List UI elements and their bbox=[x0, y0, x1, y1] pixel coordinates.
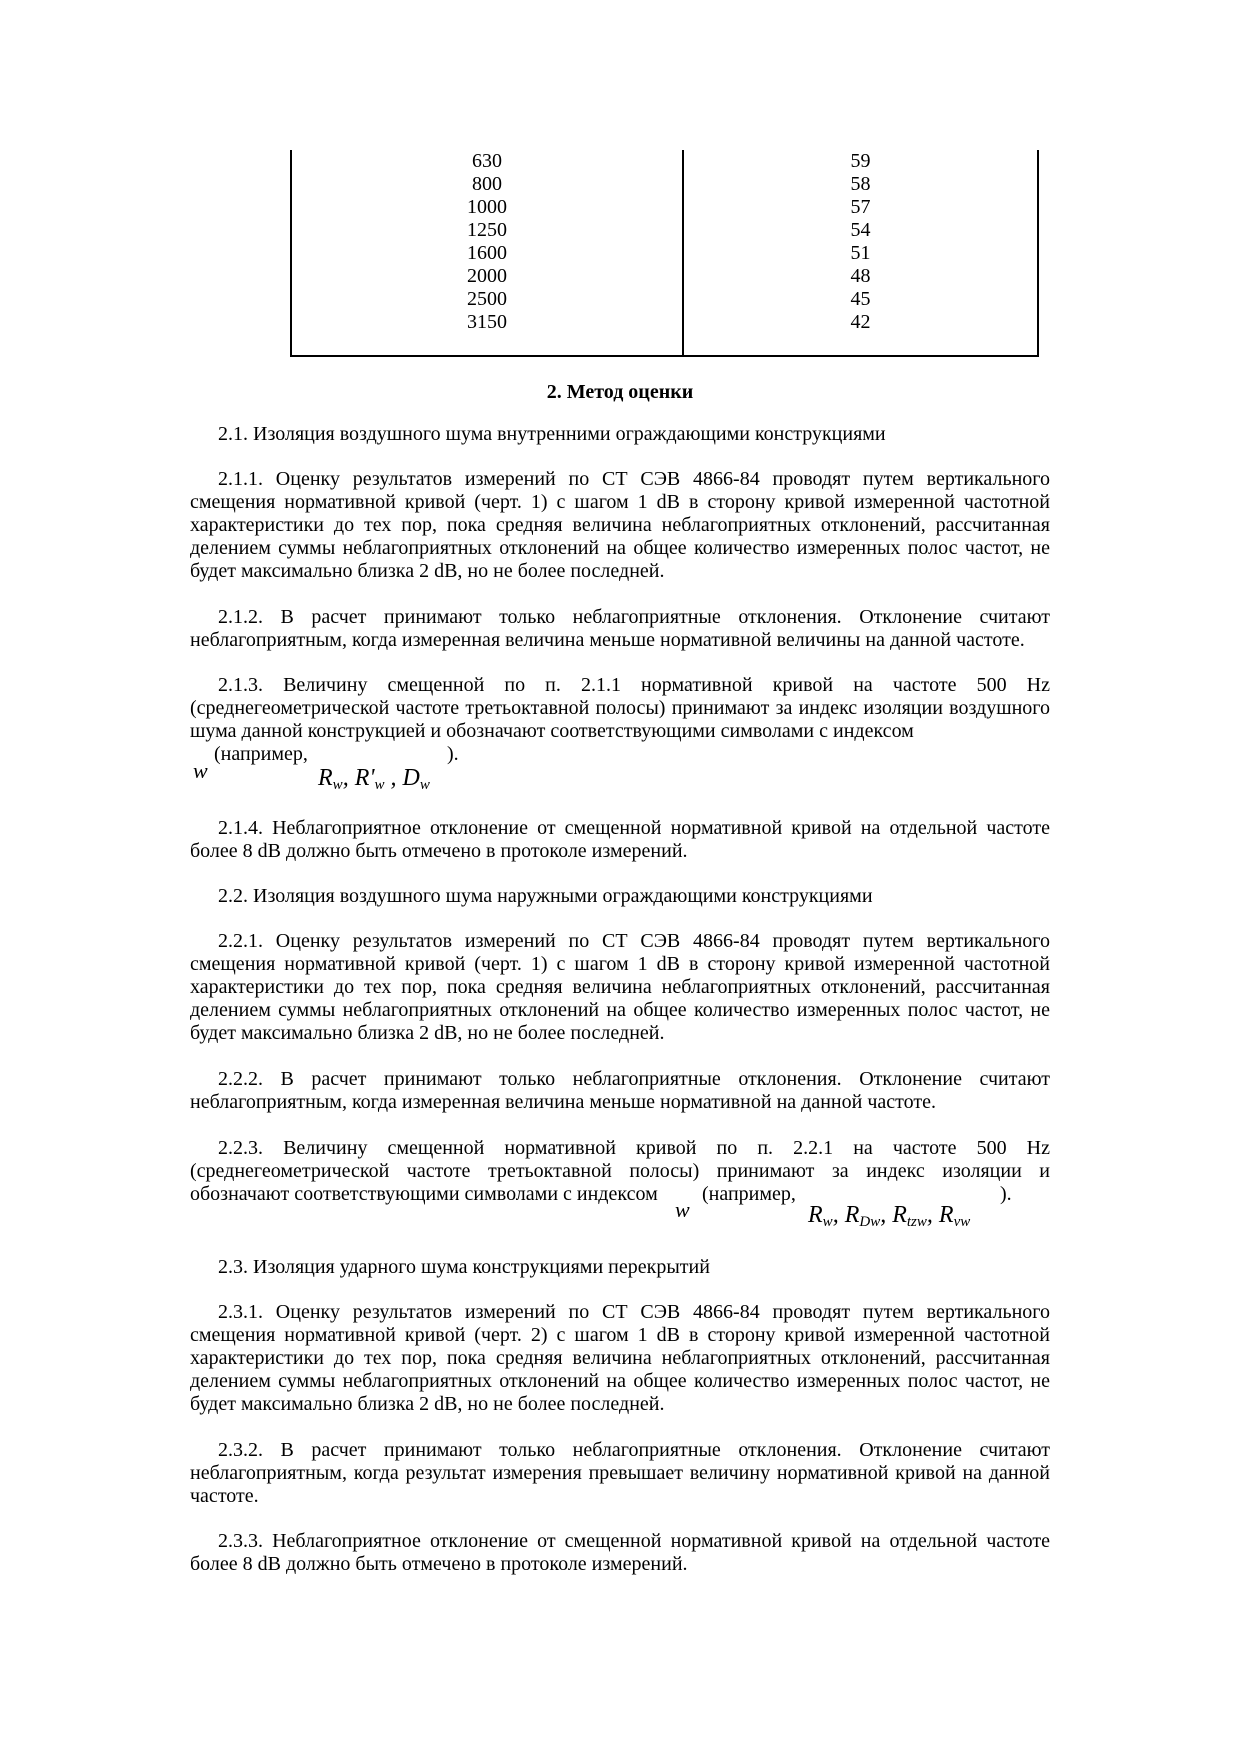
index-symbol-w: w bbox=[675, 1197, 690, 1222]
paragraph-2-2-3: 2.2.3. Величину смещенной нормативной кривой по п. 2.2.1 на частоте 500 Hz (среднегеометрической частоте третьоктавной полосы) принимают за индекс изоляции и обозначают соответствующими символами с индексом bbox=[190, 1137, 1050, 1205]
paragraph-2-2-2: 2.2.2. В расчет принимают только неблагоприятные отклонения. Отклонение считают неблагоприятным, когда измеренная величина меньше нормативной на данной частоте. bbox=[190, 1068, 1050, 1113]
table-cell: 51 bbox=[850, 242, 871, 264]
paragraph-2-1-1: 2.1.1. Оценку результатов измерений по СТ СЭВ 4866-84 проводят путем вертикального смещения нормативной кривой (черт. 1) с шагом 1 dB в сторону кривой измеренной частотной характеристики до тех пор, пока средняя величина неблагоприятных отклонений, рассчитанная делением суммы неблагоприятных отклонений на общее количество измеренных полос частот, не будет максимально близка 2 dB, но не более последней. bbox=[190, 468, 1050, 582]
table-cell: 42 bbox=[850, 311, 871, 333]
formula-symbol: R' bbox=[354, 765, 375, 791]
table-cell: 1600 bbox=[467, 242, 507, 264]
paragraph-2-1-4: 2.1.4. Неблагоприятное отклонение от смещенной нормативной кривой на отдельной частоте более 8 dB должно быть отмечено в протоколе измерений. bbox=[190, 817, 1050, 862]
frequency-column bbox=[292, 150, 684, 355]
formula-subscript: w bbox=[419, 777, 430, 793]
table-cell: 1250 bbox=[467, 219, 507, 241]
index-symbol-w: w bbox=[193, 758, 208, 783]
table-cell: 54 bbox=[850, 219, 871, 241]
example-close: ). bbox=[447, 743, 459, 765]
paragraph-2-1-3: 2.1.3. Величину смещенной по п. 2.1.1 нормативной кривой на частоте 500 Hz (среднегеометрической частоте третьоктавной полосы) принимают за индекс изоляции воздушного шума данной конструкцией и обозначают соответствующими символами с индексом bbox=[190, 674, 1050, 742]
example-close: ). bbox=[1000, 1183, 1012, 1205]
formula-subscript: vw bbox=[953, 1214, 971, 1230]
paragraph-2-1: 2.1. Изоляция воздушного шума внутренними ограждающими конструкциями bbox=[218, 423, 886, 445]
example-open: (например, bbox=[702, 1183, 796, 1205]
paragraph-2-2: 2.2. Изоляция воздушного шума наружными ограждающими конструкциями bbox=[218, 885, 873, 907]
paragraph-2-3-2: 2.3.2. В расчет принимают только неблагоприятные отклонения. Отклонение считают неблагоприятным, когда результат измерения превышает величину нормативной кривой на данной частоте. bbox=[190, 1439, 1050, 1507]
formula-symbol: R bbox=[938, 1202, 954, 1228]
frequency-table bbox=[290, 150, 1039, 357]
formula-symbol: D bbox=[402, 765, 420, 791]
table-cell: 3150 bbox=[467, 311, 507, 333]
formula-symbol: R bbox=[318, 765, 333, 791]
formula-subscript: w bbox=[374, 777, 385, 793]
table-cell: 2000 bbox=[467, 265, 507, 287]
formula-symbol: R bbox=[892, 1202, 907, 1228]
paragraph-2-3-3: 2.3.3. Неблагоприятное отклонение от смещенной нормативной кривой на отдельной частоте более 8 dB должно быть отмечено в протоколе измерений. bbox=[190, 1530, 1050, 1575]
table-cell: 800 bbox=[472, 173, 502, 195]
formula-symbol: R bbox=[844, 1202, 860, 1228]
formula-rw-rdw-rtzw-rvw: $R_w$, $R_{Dw}$, $R_{tzw}$, $R_{vw}$ bbox=[808, 1202, 971, 1230]
formula-symbol: R bbox=[808, 1202, 823, 1228]
formula-subscript: tzw bbox=[906, 1214, 927, 1230]
value-column bbox=[684, 150, 1037, 355]
formula-rw-rpw-dw: $R_w$, $R'_w$ , $D_w$ bbox=[318, 765, 430, 793]
section-heading: 2. Метод оценки bbox=[546, 381, 694, 403]
example-open: (например, bbox=[214, 743, 308, 765]
formula-subscript: w bbox=[332, 777, 343, 793]
table-cell: 58 bbox=[850, 173, 871, 195]
table-cell: 2500 bbox=[467, 288, 507, 310]
table-cell: 48 bbox=[850, 265, 871, 287]
paragraph-2-2-1: 2.2.1. Оценку результатов измерений по СТ СЭВ 4866-84 проводят путем вертикального смещения нормативной кривой (черт. 1) с шагом 1 dB в сторону кривой измеренной частотной характеристики до тех пор, пока средняя величина неблагоприятных отклонений, рассчитанная делением суммы неблагоприятных отклонений на общее количество измеренных полос частот, не будет максимально близка 2 dB, но не более последней. bbox=[190, 930, 1050, 1044]
formula-subscript: Dw bbox=[859, 1214, 881, 1230]
table-cell: 57 bbox=[850, 196, 871, 218]
table-cell: 1000 bbox=[467, 196, 507, 218]
paragraph-2-3-1: 2.3.1. Оценку результатов измерений по СТ СЭВ 4866-84 проводят путем вертикального смещения нормативной кривой (черт. 2) с шагом 1 dB в сторону кривой измеренной частотной характеристики до тех пор, пока средняя величина неблагоприятных отклонений, рассчитанная делением суммы неблагоприятных отклонений на общее количество измеренных полос частот, не будет максимально близка 2 dB, но не более последней. bbox=[190, 1301, 1050, 1415]
table-cell: 45 bbox=[850, 288, 871, 310]
table-cell: 59 bbox=[850, 150, 871, 172]
paragraph-2-3: 2.3. Изоляция ударного шума конструкциями перекрытий bbox=[218, 1256, 710, 1278]
paragraph-2-1-2: 2.1.2. В расчет принимают только неблагоприятные отклонения. Отклонение считают неблагоприятным, когда измеренная величина меньше нормативной величины на данной частоте. bbox=[190, 606, 1050, 651]
formula-subscript: w bbox=[822, 1214, 833, 1230]
table-cell: 630 bbox=[472, 150, 502, 172]
